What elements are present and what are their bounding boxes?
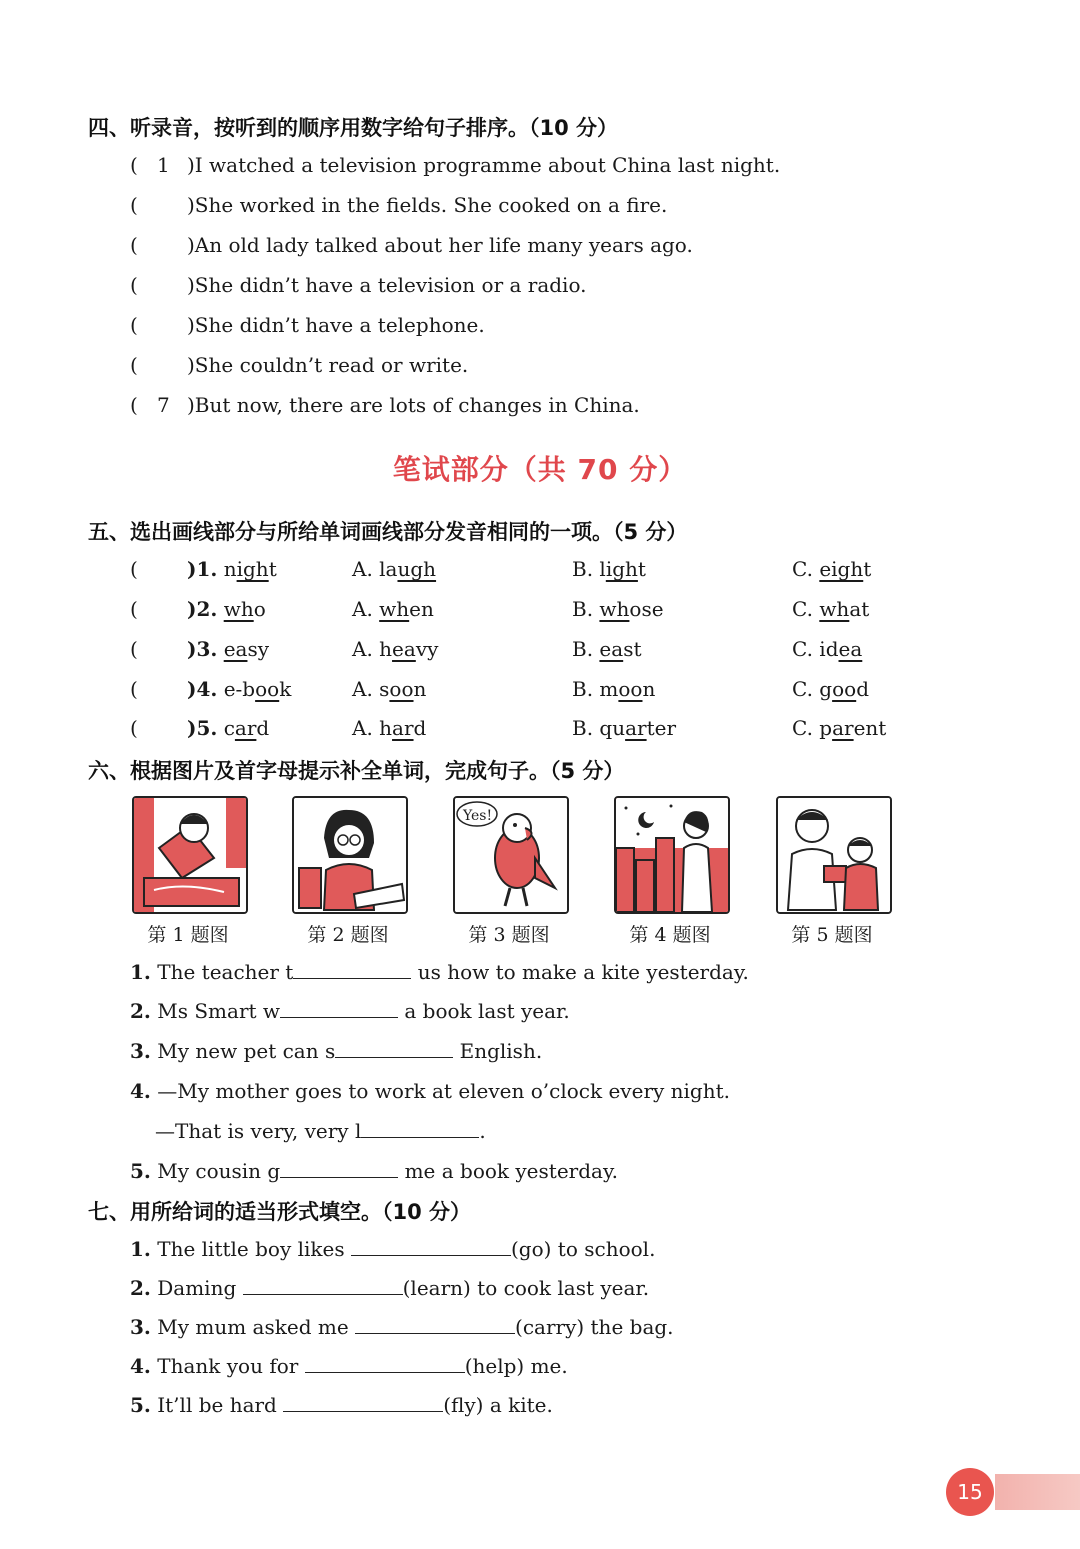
underlined-part: ea xyxy=(392,637,416,661)
answer-paren[interactable]: ( xyxy=(130,273,138,297)
option-a[interactable] xyxy=(352,716,426,740)
question-number: 4. xyxy=(130,1079,151,1103)
word-part: st xyxy=(623,637,642,661)
word-part: ose xyxy=(629,597,664,621)
underlined-part: ea xyxy=(599,637,624,661)
sentence-after: (help) me. xyxy=(464,1354,568,1378)
question-number: )1. xyxy=(187,557,218,581)
answer-paren[interactable]: ( xyxy=(130,353,138,377)
word-part: o xyxy=(253,597,266,621)
word-part: B. l xyxy=(572,557,606,581)
option-a[interactable] xyxy=(352,677,426,701)
word-part: A. s xyxy=(352,677,390,701)
option-a[interactable] xyxy=(352,597,434,621)
answer-blank[interactable] xyxy=(335,1039,453,1058)
option-b[interactable] xyxy=(572,677,655,701)
word-part: en xyxy=(409,597,434,621)
option-b[interactable] xyxy=(572,716,676,740)
answer-number: 1 xyxy=(157,153,170,177)
word-part: at xyxy=(849,597,870,621)
fill-sentence xyxy=(130,960,749,984)
boy-giving-book-illustration xyxy=(778,798,890,912)
answer-blank[interactable] xyxy=(355,1315,515,1334)
sentence-before: My new pet can s xyxy=(150,1039,336,1063)
underlined-part: igh xyxy=(236,557,269,581)
option-b[interactable] xyxy=(572,597,664,621)
question-word xyxy=(187,597,266,621)
underlined-part: igh xyxy=(605,557,638,581)
sentence-text: )An old lady talked about her life many years ago. xyxy=(187,233,693,257)
question-number: )4. xyxy=(187,677,218,701)
underlined-part: ar xyxy=(625,716,647,740)
word-part: B. xyxy=(572,597,600,621)
sentence-before: Thank you for xyxy=(150,1354,299,1378)
word-part: A. la xyxy=(352,557,398,581)
fill-sentence xyxy=(130,1315,674,1339)
fill-sentence xyxy=(130,1237,655,1261)
word-part: C. id xyxy=(792,637,839,661)
underlined-part: oo xyxy=(255,677,280,701)
word-part: d xyxy=(256,716,270,740)
picture-caption: 第 3 题图 xyxy=(468,924,550,946)
answer-paren[interactable]: ( xyxy=(130,637,138,661)
picture-1 xyxy=(132,796,248,914)
sentence-before: The teacher t xyxy=(150,960,294,984)
answer-blank[interactable] xyxy=(283,1393,443,1412)
question-number: 3. xyxy=(130,1039,151,1063)
fill-sentence xyxy=(130,999,570,1023)
word-part: C. xyxy=(792,557,820,581)
word-part: B. qu xyxy=(572,716,626,740)
written-part-title: 笔试部分（共 70 分） xyxy=(392,453,688,486)
sentence-after: (go) to school. xyxy=(511,1237,656,1261)
picture-caption: 第 4 题图 xyxy=(629,924,711,946)
girl-making-kite-illustration xyxy=(134,798,246,912)
picture-5 xyxy=(776,796,892,914)
sentence-after: (carry) the bag. xyxy=(515,1315,674,1339)
sentence-after: me a book yesterday. xyxy=(404,1159,618,1183)
fill-sentence xyxy=(130,1393,553,1417)
sentence-text: )She didn’t have a telephone. xyxy=(187,313,485,337)
page-tab xyxy=(995,1474,1080,1510)
answer-blank[interactable] xyxy=(280,999,398,1018)
sentence-text: )She worked in the fields. She cooked on a fire. xyxy=(187,193,668,217)
fill-sentence xyxy=(130,1276,649,1300)
question-number: 2. xyxy=(130,1276,151,1300)
question-number: 5. xyxy=(130,1393,151,1417)
answer-paren[interactable]: ( xyxy=(130,677,138,701)
sentence-after: a book last year. xyxy=(404,999,570,1023)
question-number: 1. xyxy=(130,960,151,984)
section5-heading: 五、选出画线部分与所给单词画线部分发音相同的一项。（5 分） xyxy=(88,520,688,544)
answer-blank[interactable] xyxy=(293,960,411,979)
night-city-illustration xyxy=(616,798,728,912)
section7-heading: 七、用所给词的适当形式填空。（10 分） xyxy=(88,1200,472,1224)
picture-4 xyxy=(614,796,730,914)
question-number: )5. xyxy=(187,716,218,740)
word-part: t xyxy=(268,557,277,581)
answer-blank[interactable] xyxy=(305,1354,465,1373)
word-part: A. xyxy=(352,597,380,621)
fill-sentence xyxy=(130,1039,542,1063)
question-number: 2. xyxy=(130,999,151,1023)
word-part: C. g xyxy=(792,677,833,701)
answer-paren[interactable]: ( xyxy=(130,313,138,337)
answer-number: 7 xyxy=(157,393,170,417)
question-number: )3. xyxy=(187,637,218,661)
sentence-before: My mum asked me xyxy=(150,1315,349,1339)
sentence-text: )She didn’t have a television or a radio. xyxy=(187,273,587,297)
sentence-text: )I watched a television programme about China last night. xyxy=(187,153,781,177)
answer-paren[interactable]: ( xyxy=(130,193,138,217)
sentence-after: . xyxy=(479,1119,486,1143)
underlined-part: oo xyxy=(832,677,857,701)
answer-blank[interactable] xyxy=(361,1119,479,1138)
option-c[interactable] xyxy=(792,677,869,701)
question-number: 4. xyxy=(130,1354,151,1378)
word-part: c xyxy=(223,716,235,740)
option-a[interactable] xyxy=(352,637,438,661)
word-part: t xyxy=(637,557,646,581)
answer-paren[interactable]: ( xyxy=(130,393,138,417)
sentence-text: )But now, there are lots of changes in China. xyxy=(187,393,640,417)
question-number: 1. xyxy=(130,1237,151,1261)
word-part: n xyxy=(642,677,656,701)
word-part: t xyxy=(863,557,872,581)
picture-3 xyxy=(453,796,569,914)
section4-heading: 四、听录音，按听到的顺序用数字给句子排序。（10 分） xyxy=(88,116,619,140)
underlined-part: ea xyxy=(223,637,248,661)
underlined-part: wh xyxy=(223,597,254,621)
underlined-part: oo xyxy=(618,677,643,701)
answer-paren[interactable]: ( xyxy=(130,153,138,177)
sentence-before: Daming xyxy=(150,1276,237,1300)
word-part: d xyxy=(856,677,870,701)
word-part: B. xyxy=(572,637,600,661)
word-part: B. m xyxy=(572,677,619,701)
sentence-after: English. xyxy=(459,1039,543,1063)
question-word xyxy=(187,677,291,701)
woman-writing-illustration xyxy=(294,798,406,912)
question-word xyxy=(187,637,269,661)
parrot-illustration xyxy=(455,798,567,912)
underlined-part: wh xyxy=(599,597,630,621)
sentence-before: My cousin g xyxy=(150,1159,281,1183)
word-part: n xyxy=(413,677,427,701)
answer-blank[interactable] xyxy=(243,1276,403,1295)
fill-sentence xyxy=(130,1159,618,1183)
answer-paren[interactable]: ( xyxy=(130,597,138,621)
page-number: 15 xyxy=(946,1468,994,1516)
fill-sentence xyxy=(130,1079,730,1103)
sentence-before: —My mother goes to work at eleven o’clock every night. xyxy=(150,1079,731,1103)
option-b[interactable] xyxy=(572,637,642,661)
question-number: 3. xyxy=(130,1315,151,1339)
underlined-part: ea xyxy=(838,637,863,661)
word-part: C. p xyxy=(792,716,833,740)
answer-blank[interactable] xyxy=(351,1237,511,1256)
sentence-after: (learn) to cook last year. xyxy=(402,1276,650,1300)
word-part: n xyxy=(223,557,237,581)
option-c[interactable] xyxy=(792,597,869,621)
picture-caption: 第 5 题图 xyxy=(791,924,873,946)
word-part: A. h xyxy=(352,716,393,740)
answer-blank[interactable] xyxy=(280,1159,398,1178)
word-part: k xyxy=(279,677,292,701)
option-a[interactable] xyxy=(352,557,436,581)
sentence-before: It’ll be hard xyxy=(150,1393,277,1417)
sentence-before: The little boy likes xyxy=(150,1237,345,1261)
option-c[interactable] xyxy=(792,716,886,740)
underlined-part: ar xyxy=(392,716,414,740)
answer-paren[interactable]: ( xyxy=(130,557,138,581)
sentence-before: Ms Smart w xyxy=(150,999,281,1023)
option-c[interactable] xyxy=(792,637,862,661)
underlined-part: eigh xyxy=(819,557,864,581)
question-word xyxy=(187,557,277,581)
word-part: sy xyxy=(247,637,270,661)
underlined-part: oo xyxy=(389,677,414,701)
word-part: vy xyxy=(415,637,439,661)
word-part: C. xyxy=(792,597,820,621)
answer-paren[interactable]: ( xyxy=(130,233,138,257)
underlined-part: ugh xyxy=(397,557,437,581)
option-c[interactable] xyxy=(792,557,871,581)
word-part: e-b xyxy=(223,677,256,701)
sentence-after: us how to make a kite yesterday. xyxy=(417,960,749,984)
underlined-part: wh xyxy=(379,597,410,621)
word-part: d xyxy=(413,716,427,740)
option-b[interactable] xyxy=(572,557,646,581)
question-number: )2. xyxy=(187,597,218,621)
question-number: 5. xyxy=(130,1159,151,1183)
word-part: ter xyxy=(646,716,677,740)
picture-2 xyxy=(292,796,408,914)
picture-caption: 第 2 题图 xyxy=(307,924,389,946)
underlined-part: ar xyxy=(234,716,257,740)
word-part: ent xyxy=(853,716,887,740)
underlined-part: wh xyxy=(819,597,850,621)
underlined-part: ar xyxy=(832,716,854,740)
sentence-before: —That is very, very l xyxy=(155,1119,362,1143)
sentence-after: (fly) a kite. xyxy=(443,1393,553,1417)
word-part: A. h xyxy=(352,637,393,661)
question-word xyxy=(187,716,269,740)
answer-paren[interactable]: ( xyxy=(130,716,138,740)
sentence-text: )She couldn’t read or write. xyxy=(187,353,469,377)
picture-caption: 第 1 题图 xyxy=(147,924,229,946)
section6-heading: 六、根据图片及首字母提示补全单词，完成句子。（5 分） xyxy=(88,759,625,783)
speech-bubble-text: Yes! xyxy=(463,808,493,824)
fill-sentence xyxy=(130,1354,568,1378)
fill-sentence xyxy=(155,1119,486,1143)
